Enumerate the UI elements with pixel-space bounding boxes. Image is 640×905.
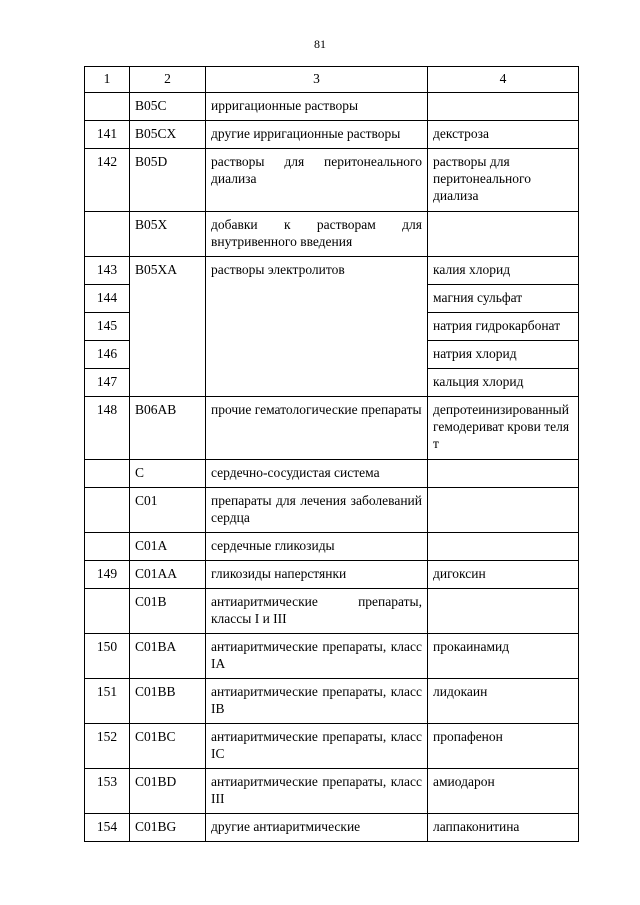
drug-name: пропафенон [428, 724, 579, 769]
drug-name [428, 533, 579, 561]
group-description: гликозиды наперстянки [206, 561, 428, 589]
group-description: антиаритмические препараты, класс IA [206, 634, 428, 679]
drug-name: натрия хлорид [428, 341, 579, 369]
drug-name: депротеинизированный гемодериват крови телят [428, 397, 579, 460]
row-number: 142 [85, 149, 130, 212]
drug-name: лаппаконитина [428, 814, 579, 842]
table-row [85, 93, 579, 121]
table-row [85, 814, 579, 842]
table-row [85, 488, 579, 533]
group-description: другие антиаритмические [206, 814, 428, 842]
drug-name: магния сульфат [428, 285, 579, 313]
group-description: сердечные гликозиды [206, 533, 428, 561]
atx-code: C01AA [130, 561, 206, 589]
group-description: ирригационные растворы [206, 93, 428, 121]
table-row [85, 257, 579, 285]
table-row [85, 634, 579, 679]
atx-code: C01BG [130, 814, 206, 842]
table-row [85, 533, 579, 561]
drug-name [428, 93, 579, 121]
atx-code: C01 [130, 488, 206, 533]
atx-code: B05X [130, 212, 206, 257]
table-row [85, 397, 579, 460]
drug-name: кальция хлорид [428, 369, 579, 397]
row-number [85, 533, 130, 561]
atx-code: B05XA [130, 257, 206, 397]
drug-name: дигоксин [428, 561, 579, 589]
column-header: 3 [206, 67, 428, 93]
group-description: сердечно-сосудистая система [206, 460, 428, 488]
drug-name [428, 589, 579, 634]
row-number: 151 [85, 679, 130, 724]
group-description: антиаритмические препараты, класс III [206, 769, 428, 814]
column-header: 1 [85, 67, 130, 93]
drug-name: декстроза [428, 121, 579, 149]
drug-name: лидокаин [428, 679, 579, 724]
row-number [85, 460, 130, 488]
column-header: 2 [130, 67, 206, 93]
table-row [85, 212, 579, 257]
table-row [85, 724, 579, 769]
drug-name: растворы для перитонеального диализа [428, 149, 579, 212]
page-number: 81 [314, 37, 326, 51]
table-row [85, 679, 579, 724]
group-description: другие ирригационные растворы [206, 121, 428, 149]
row-number [85, 93, 130, 121]
table-header-row [85, 67, 579, 93]
drug-name: натрия гидрокарбонат [428, 313, 579, 341]
row-number: 143 [85, 257, 130, 285]
table-row [85, 149, 579, 212]
group-description: антиаритмические препараты, класс IB [206, 679, 428, 724]
table-row [85, 561, 579, 589]
table-row [85, 589, 579, 634]
group-description: добавки к растворам для внутривенного введения [206, 212, 428, 257]
row-number [85, 212, 130, 257]
table-row [85, 769, 579, 814]
atx-code: B06AB [130, 397, 206, 460]
group-description: препараты для лечения заболеваний сердца [206, 488, 428, 533]
atx-code: C01BB [130, 679, 206, 724]
row-number [85, 589, 130, 634]
atx-code: C01A [130, 533, 206, 561]
drug-name [428, 488, 579, 533]
medication-table [84, 66, 579, 842]
row-number: 146 [85, 341, 130, 369]
atx-code: C01B [130, 589, 206, 634]
row-number: 153 [85, 769, 130, 814]
atx-code: B05CX [130, 121, 206, 149]
row-number [85, 488, 130, 533]
row-number: 145 [85, 313, 130, 341]
row-number: 154 [85, 814, 130, 842]
group-description: растворы для перитонеального диализа [206, 149, 428, 212]
drug-name: калия хлорид [428, 257, 579, 285]
atx-code: C01BA [130, 634, 206, 679]
row-number: 141 [85, 121, 130, 149]
atx-code: C [130, 460, 206, 488]
group-description: прочие гематологические препараты [206, 397, 428, 460]
row-number: 148 [85, 397, 130, 460]
row-number: 152 [85, 724, 130, 769]
row-number: 144 [85, 285, 130, 313]
drug-name [428, 460, 579, 488]
drug-name [428, 212, 579, 257]
row-number: 150 [85, 634, 130, 679]
atx-code: B05D [130, 149, 206, 212]
atx-code: C01BD [130, 769, 206, 814]
atx-code: C01BC [130, 724, 206, 769]
atx-code: B05C [130, 93, 206, 121]
row-number: 149 [85, 561, 130, 589]
table-row [85, 121, 579, 149]
group-description: растворы электролитов [206, 257, 428, 397]
table-row [85, 460, 579, 488]
drug-name: амиодарон [428, 769, 579, 814]
group-description: антиаритмические препараты, классы I и III [206, 589, 428, 634]
column-header: 4 [428, 67, 579, 93]
group-description: антиаритмические препараты, класс IC [206, 724, 428, 769]
row-number: 147 [85, 369, 130, 397]
drug-name: прокаинамид [428, 634, 579, 679]
